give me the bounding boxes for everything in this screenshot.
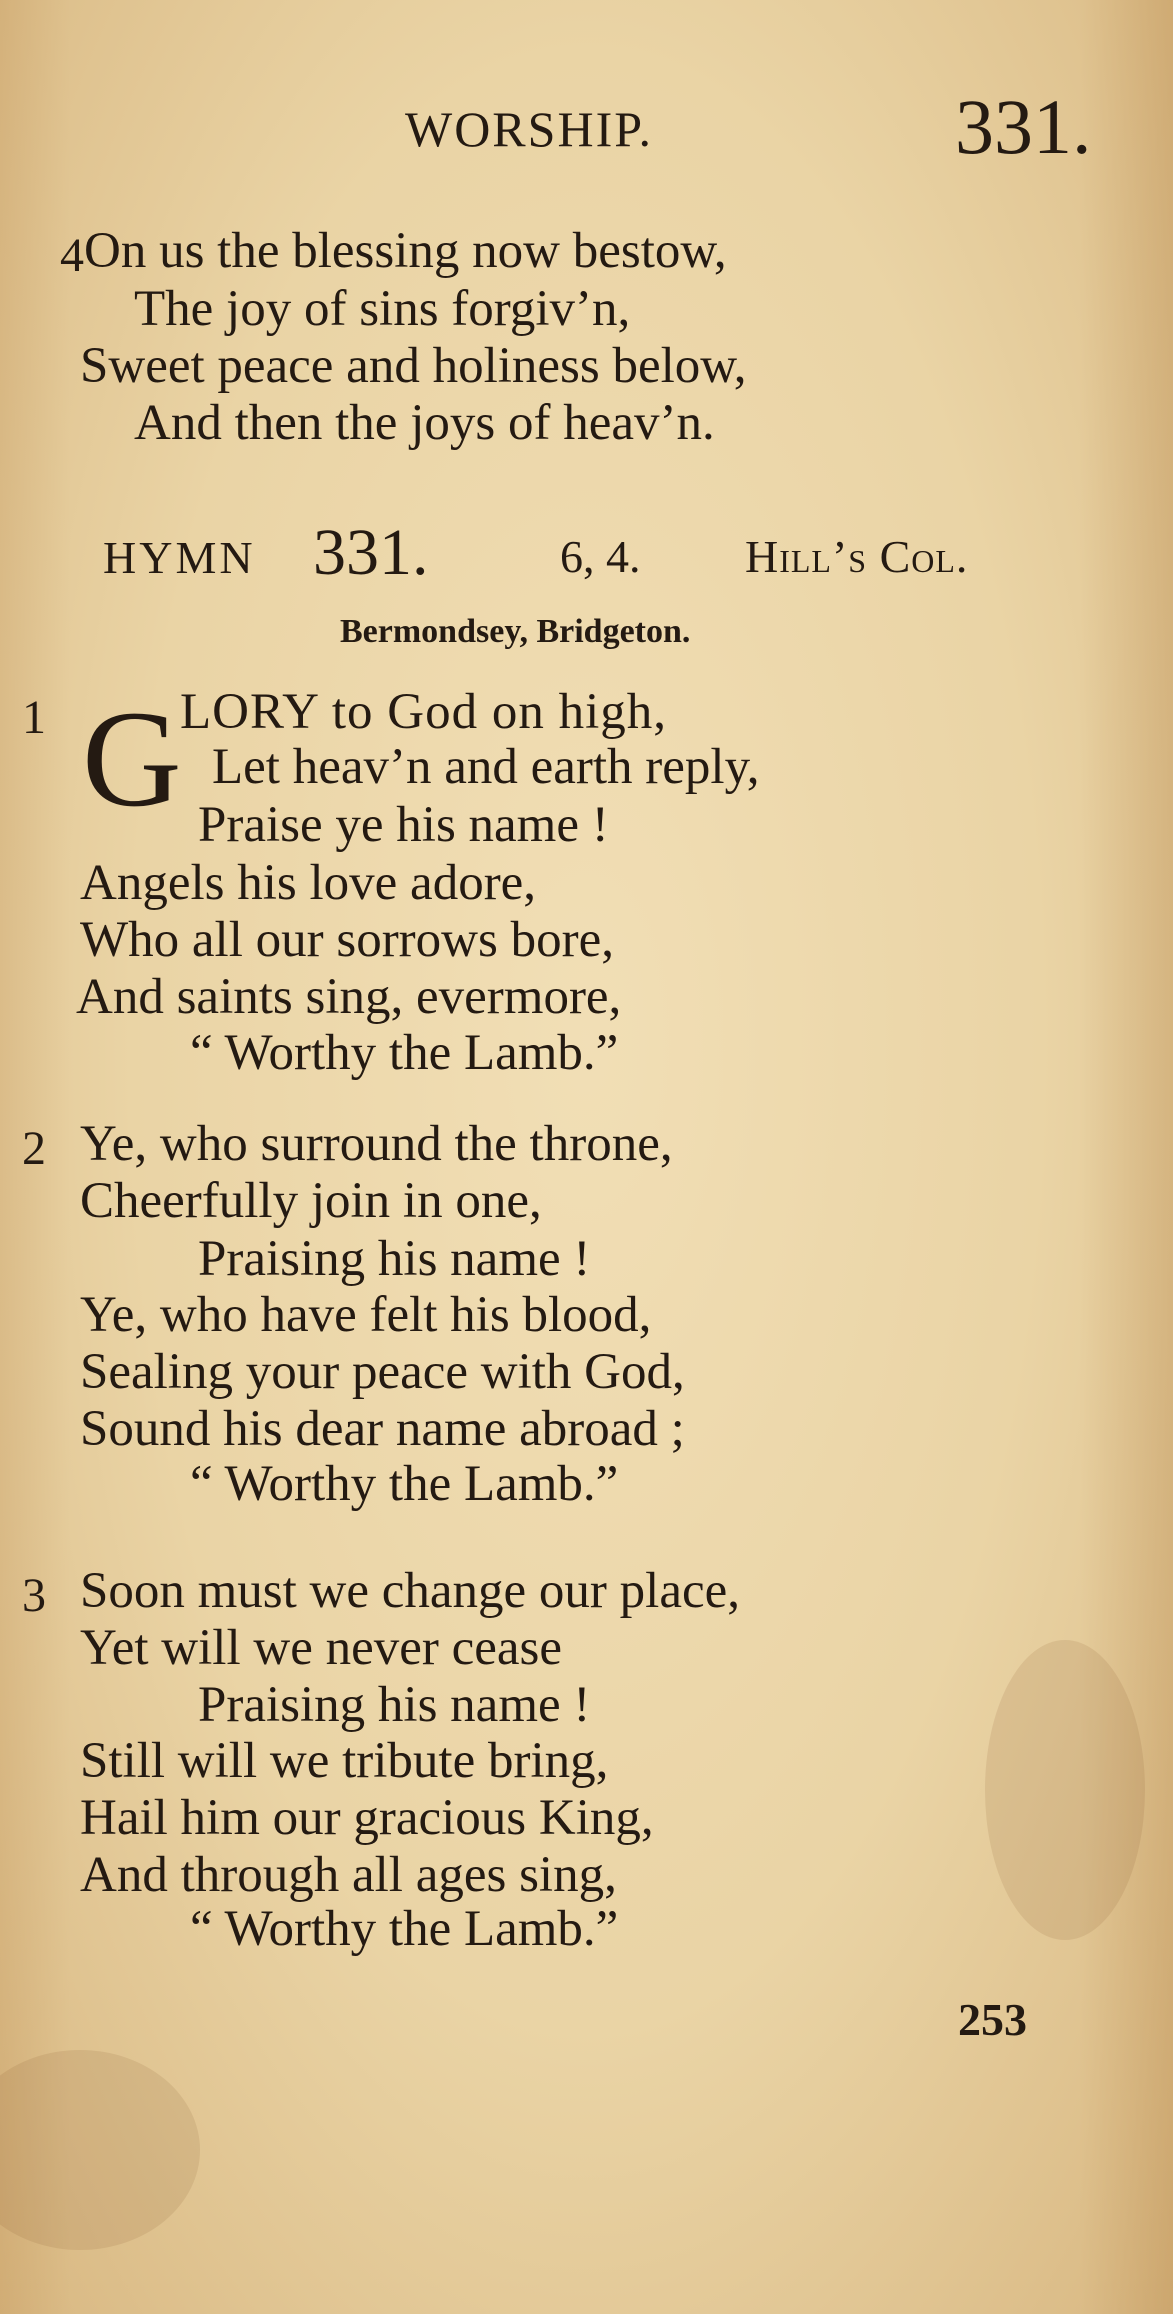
verse-line: “ Worthy the Lamb.”	[190, 1456, 619, 1512]
verse-line: Hail him our gracious King,	[80, 1790, 654, 1846]
verse-number: 2	[22, 1122, 46, 1175]
verse-line: Sealing your peace with God,	[80, 1344, 685, 1400]
verse-line: “ Worthy the Lamb.”	[190, 1025, 619, 1081]
drop-cap: G	[82, 682, 182, 835]
verse-line: Angels his love adore,	[80, 855, 537, 911]
verse-line: “ Worthy the Lamb.”	[190, 1901, 619, 1957]
verse-number: 4	[60, 229, 84, 282]
verse-line: And through all ages sing,	[80, 1847, 617, 1903]
verse-line: Still will we tribute bring,	[80, 1733, 609, 1789]
hymn-meter: 6, 4.	[560, 531, 641, 582]
folio-number: 253	[958, 1994, 1027, 2045]
hymn-source: Hill’s Col.	[745, 531, 969, 582]
verse-number: 1	[22, 691, 46, 744]
verse-line: And saints sing, evermore,	[76, 969, 622, 1025]
verse-line: Praise ye his name !	[198, 797, 609, 853]
verse-line: Ye, who surround the throne,	[80, 1116, 673, 1172]
verse-line: Sweet peace and holiness below,	[80, 338, 747, 394]
verse-line: Praising his name !	[198, 1677, 591, 1733]
verse-number: 3	[22, 1569, 46, 1622]
verse-line: Ye, who have felt his blood,	[80, 1287, 652, 1343]
running-title: WORSHIP.	[405, 101, 653, 157]
age-stain	[0, 2050, 200, 2250]
verse-line: Let heav’n and earth reply,	[212, 739, 760, 795]
verse-line: And then the joys of heav’n.	[134, 395, 715, 451]
verse-line: The joy of sins forgiv’n,	[134, 281, 631, 337]
verse-line: Sound his dear name abroad ;	[80, 1401, 685, 1457]
hymn-label: HYMN	[103, 532, 256, 583]
age-stain	[985, 1640, 1145, 1940]
verse-line: Cheerfully join in one,	[80, 1173, 542, 1229]
verse-line: LORY to God on high,	[180, 684, 668, 740]
verse-line: Yet will we never cease	[80, 1620, 562, 1676]
page-number: 331.	[955, 83, 1092, 170]
verse-line: On us the blessing now bestow,	[84, 223, 727, 279]
hymn-number: 331.	[313, 516, 429, 589]
verse-line: Who all our sorrows bore,	[80, 912, 614, 968]
verse-line: Praising his name !	[198, 1231, 591, 1287]
verse-line: Soon must we change our place,	[80, 1563, 740, 1619]
tune-names: Bermondsey, Bridgeton.	[340, 613, 691, 650]
